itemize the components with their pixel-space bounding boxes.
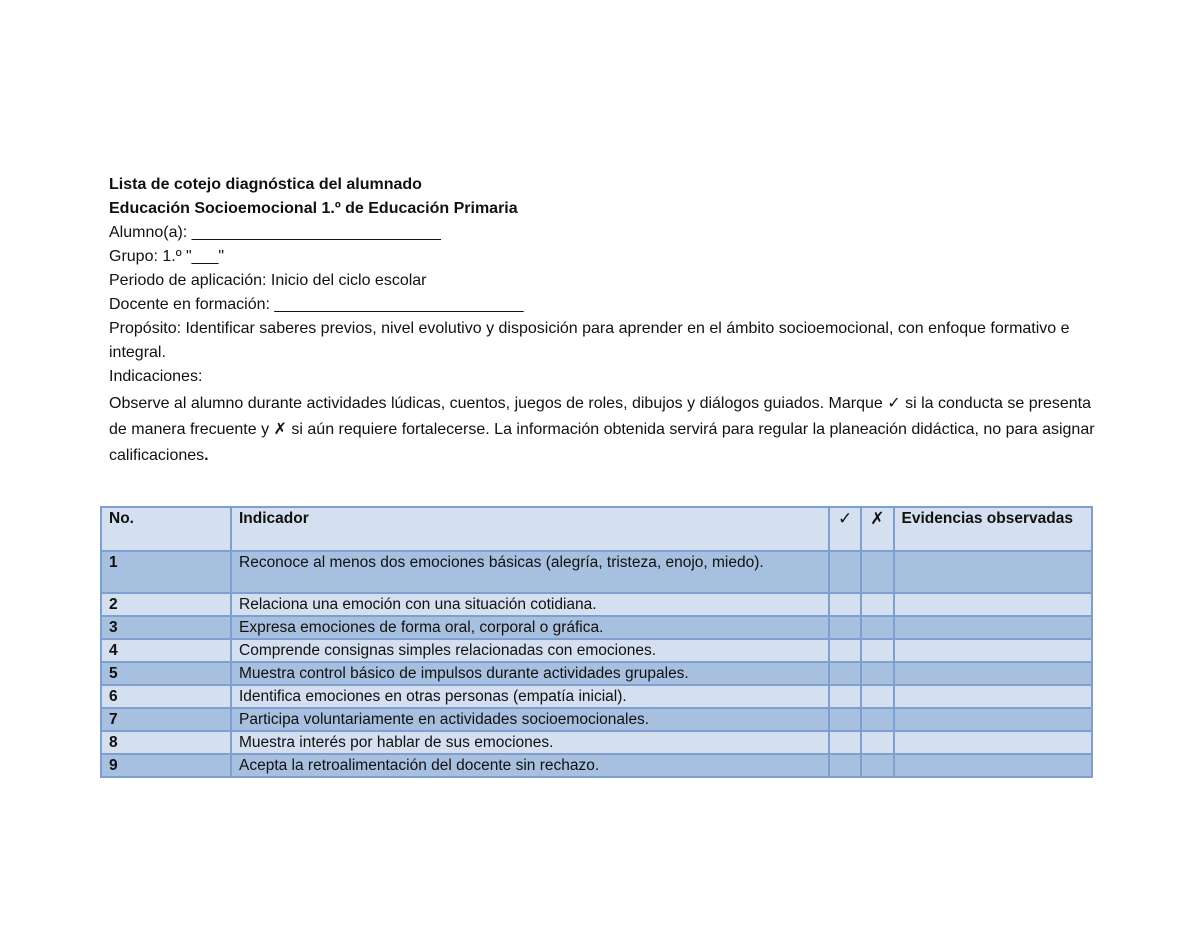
table-row [101,616,1092,639]
row-number: 7 [101,708,231,731]
obs-text-2: si la conducta se presenta de manera frecuente y [109,395,1091,438]
row-check-cell[interactable] [829,551,861,593]
row-cross-cell[interactable] [861,639,893,662]
row-check-cell[interactable] [829,754,861,777]
obs-text-3: si aún requiere fortalecerse. La información obtenida servirá para regular la planeación didáctica, no para asignar calificaciones [109,421,1095,464]
docente-field: Docente en formación: ____________________________ [109,296,524,313]
table-row [101,731,1092,754]
row-indicador: Muestra control básico de impulsos durante actividades grupales. [231,662,829,685]
row-number: 9 [101,754,231,777]
row-indicador: Reconoce al menos dos emociones básicas (alegría, tristeza, enojo, miedo). [231,551,829,593]
row-evidencias-cell[interactable] [894,551,1093,593]
row-number: 5 [101,662,231,685]
row-number: 4 [101,639,231,662]
table-row [101,662,1092,685]
table-header-row [101,507,1092,551]
row-evidencias-cell[interactable] [894,662,1093,685]
row-cross-cell[interactable] [861,731,893,754]
row-number: 8 [101,731,231,754]
row-indicador: Identifica emociones en otras personas (empatía inicial). [231,685,829,708]
periodo-field: Periodo de aplicación: Inicio del ciclo escolar [109,272,427,289]
table-row [101,708,1092,731]
observaciones-paragraph [109,391,1099,469]
row-cross-cell[interactable] [861,685,893,708]
header-evidencias: Evidencias observadas [894,507,1093,551]
header-indicador: Indicador [231,507,829,551]
document-title: Lista de cotejo diagnóstica del alumnado [109,176,422,193]
row-cross-cell[interactable] [861,551,893,593]
row-indicador: Comprende consignas simples relacionadas con emociones. [231,639,829,662]
row-cross-cell[interactable] [861,593,893,616]
row-check-cell[interactable] [829,616,861,639]
row-check-cell[interactable] [829,685,861,708]
row-evidencias-cell[interactable] [894,593,1093,616]
row-cross-cell[interactable] [861,662,893,685]
row-cross-cell[interactable] [861,754,893,777]
row-evidencias-cell[interactable] [894,708,1093,731]
row-evidencias-cell[interactable] [894,731,1093,754]
row-number: 3 [101,616,231,639]
table-row [101,685,1092,708]
alumno-field: Alumno(a): ____________________________ [109,224,441,241]
row-check-cell[interactable] [829,708,861,731]
header-check-icon: ✓ [829,507,861,551]
row-indicador: Expresa emociones de forma oral, corporal o gráfica. [231,616,829,639]
row-check-cell[interactable] [829,731,861,754]
indicaciones-label: Indicaciones: [109,368,203,385]
obs-text-1: Observe al alumno durante actividades lúdicas, cuentos, juegos de roles, dibujos y diálogos guiados. Marque [109,395,888,412]
check-mark-icon: ✓ [887,395,901,412]
row-indicador: Acepta la retroalimentación del docente sin rechazo. [231,754,829,777]
row-evidencias-cell[interactable] [894,639,1093,662]
row-number: 2 [101,593,231,616]
header-no: No. [101,507,231,551]
document-header [109,173,1099,469]
row-indicador: Muestra interés por hablar de sus emociones. [231,731,829,754]
row-evidencias-cell[interactable] [894,685,1093,708]
cross-mark-icon: ✗ [273,421,287,438]
proposito-text: Propósito: Identificar saberes previos, nivel evolutivo y disposición para aprender en el ámbito socioemocional, con enfoque formativo e integral. [109,320,1070,361]
row-cross-cell[interactable] [861,708,893,731]
table-row [101,551,1092,593]
table-row [101,639,1092,662]
document-subtitle: Educación Socioemocional 1.º de Educación Primaria [109,200,518,217]
row-indicador: Relaciona una emoción con una situación cotidiana. [231,593,829,616]
obs-period: . [204,447,209,464]
row-number: 6 [101,685,231,708]
checklist-table [100,506,1093,778]
row-evidencias-cell[interactable] [894,754,1093,777]
grupo-field: Grupo: 1.º "___" [109,248,225,265]
header-cross-icon: ✗ [861,507,893,551]
row-check-cell[interactable] [829,639,861,662]
row-indicador: Participa voluntariamente en actividades socioemocionales. [231,708,829,731]
row-cross-cell[interactable] [861,616,893,639]
row-number: 1 [101,551,231,593]
row-evidencias-cell[interactable] [894,616,1093,639]
row-check-cell[interactable] [829,593,861,616]
table-row [101,593,1092,616]
row-check-cell[interactable] [829,662,861,685]
table-row [101,754,1092,777]
